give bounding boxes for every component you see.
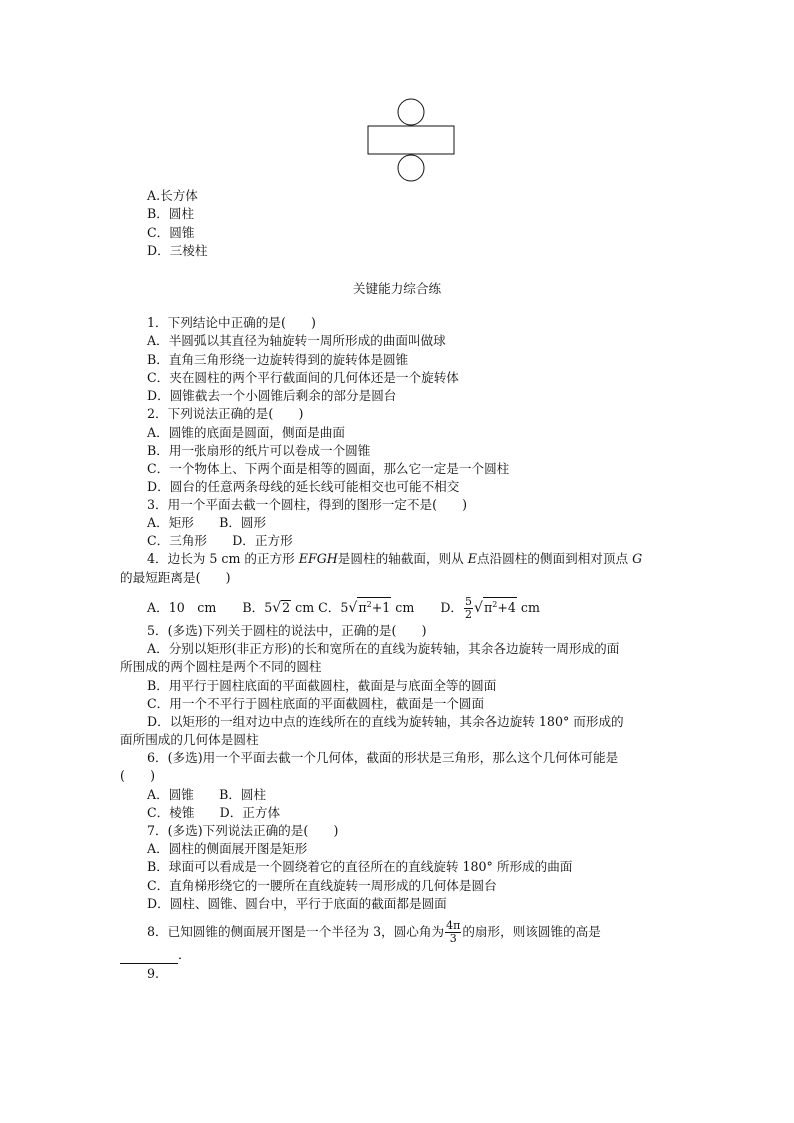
q9-label: 9. [147,966,160,981]
q4-options [147,596,540,621]
side-view-circle [398,155,424,181]
q6-stem-cont: ( ) [120,768,156,783]
sqrt-symbol: $√\pi^2+1$ [348,597,391,617]
q5-option-c: C．用一个不平行于圆柱底面的平面截圆柱，截面是一个圆面 [147,696,485,711]
q5-option-b: B．用平行于圆柱底面的平面截圆柱，截面是与底面全等的圆面 [147,678,497,693]
q5-option-d: D．以矩形的一组对边中点的连线所在的直线为旋转轴，其余各边旋转 180° 而形成的 [147,714,624,729]
q6-options-row-1: A．圆锥 B．圆柱 [147,787,267,802]
q5-option-a-cont: 所围成的两个圆柱是两个不同的圆柱 [120,659,322,674]
q5-option-d-cont: 面所围成的几何体是圆柱 [120,732,259,747]
q8-answer-line: ． [120,946,191,964]
q7-option-c: C．直角梯形绕它的一腰所在直线旋转一周形成的几何体是圆台 [147,878,497,893]
q4-option-c: C．$5√\pi^2+1$ cm [318,600,414,615]
q4-stem [147,550,642,568]
q5-option-a: A．分别以矩形(非正方形)的长和宽所在的直线为旋转轴，其余各边旋转一周形成的面 [147,641,620,656]
q7-option-b: B．球面可以看成是一个圆绕着它的直径所在的直线旋转 180° 所形成的曲面 [147,859,573,874]
q4-var-efgh: EFGH [298,551,338,566]
q4-var-e: E [467,551,477,566]
q1-option-a: A．半圆弧以其直径为轴旋转一周所形成的曲面叫做球 [147,333,446,348]
q4-stem-continuation: 的最短距离是( ) [120,570,231,585]
q3-options-row-1: A．矩形 B．圆形 [147,515,267,530]
q7-option-a: A．圆柱的侧面展开图是矩形 [147,841,308,856]
q5-stem: 5．(多选)下列关于圆柱的说法中，正确的是( ) [147,623,427,638]
fraction: $\frac{4\pi}{3}$ [446,919,461,945]
sqrt-symbol: $√\pi^2+4$ [474,597,517,617]
q4-option-d: D． $\frac{5}{2}$ $√\pi^2+4$ cm [440,595,540,621]
q7-option-d: D．圆柱、圆锥、圆台中，平行于底面的截面都是圆面 [147,896,447,911]
answer-blank[interactable] [120,951,178,964]
q4-option-a: A．10 cm [147,600,217,615]
q1-option-d: D．圆锥截去一个小圆锥后剩余的部分是圆台 [147,388,397,403]
q2-option-b: B．用一张扇形的纸片可以卷成一个圆锥 [147,443,371,458]
prev-option-c: C．圆锥 [147,225,195,240]
q1-stem: 1．下列结论中正确的是( ) [147,315,316,330]
prev-option-d: D．三棱柱 [147,243,208,258]
q6-options-row-2: C．棱锥 D．正方体 [147,805,281,820]
prev-option-a: A.长方体 [147,188,198,203]
q7-stem: 7．(多选)下列说法正确的是( ) [147,823,339,838]
q1-option-b: B．直角三角形绕一边旋转得到的旋转体是圆锥 [147,352,409,367]
q1-option-c: C．夹在圆柱的两个平行截面间的几何体还是一个旋转体 [147,370,459,385]
q2-option-d: D．圆台的任意两条母线的延长线可能相交也可能不相交 [147,479,460,494]
section-title: 关键能力综合练 [352,281,442,296]
top-view-circle [398,99,424,125]
q3-stem: 3．用一个平面去截一个圆柱，得到的图形一定不是( ) [147,497,468,512]
q2-option-c: C．一个物体上、下两个面是相等的圆面，那么它一定是一个圆柱 [147,461,510,476]
q3-options-row-2: C．三角形 D．正方形 [147,533,293,548]
q4-var-g: G [632,551,643,566]
q2-option-a: A．圆锥的底面是圆面，侧面是曲面 [147,425,346,440]
sqrt-symbol: √2 [272,600,291,616]
front-view-rectangle [368,126,454,154]
q4-option-b: B．5√2 cm [242,600,315,616]
q4-stem-part-b: 是圆柱的轴截面，则从 [337,551,468,566]
q4-stem-part-c: 点沿圆柱的侧面到相对顶点 [476,551,633,566]
q8-stem: 8．已知圆锥的侧面展开图是一个半径为 3，圆心角为 $\frac{4\pi}{3}$ 的扇形，则该圆锥的高是 [147,919,601,945]
q2-stem: 2．下列说法正确的是( ) [147,406,304,421]
three-view-figure [366,97,456,185]
fraction: $\frac{5}{2}$ [465,595,473,621]
q6-stem: 6．(多选)用一个平面去截一个几何体，截面的形状是三角形，那么这个几何体可能是 [147,750,619,765]
prev-option-b: B．圆柱 [147,206,195,221]
q4-stem-part-a: 4．边长为 5 cm 的正方形 [147,551,299,566]
